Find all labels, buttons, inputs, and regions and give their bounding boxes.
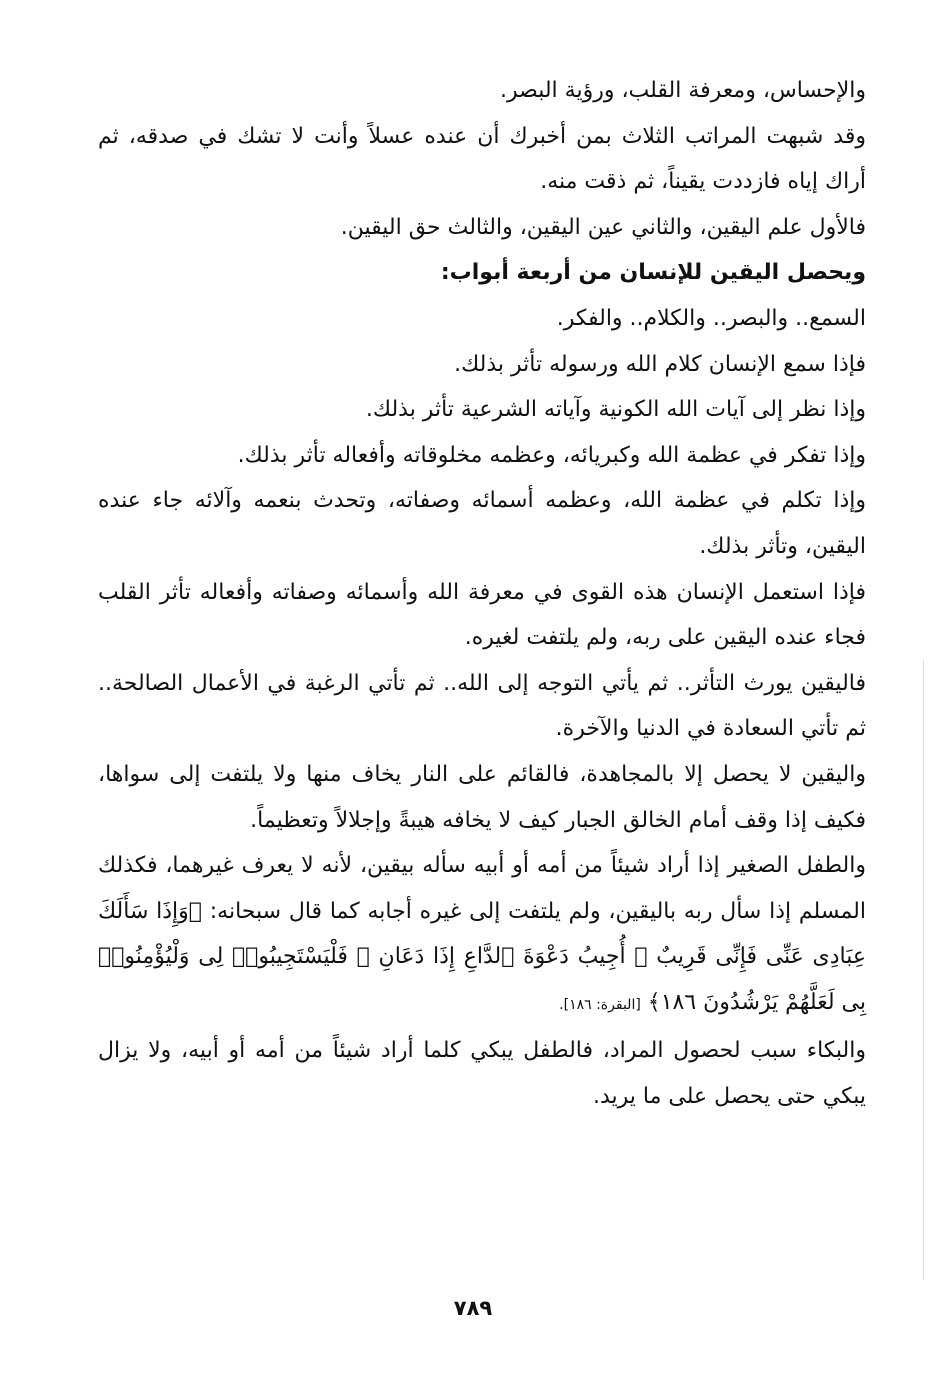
- paragraph-hearing: فإذا سمع الإنسان كلام الله ورسوله تأثر بذلك.: [454, 351, 866, 377]
- paragraph-child-asking: [98, 843, 866, 1028]
- paragraph-speaking: وإذا تكلم في عظمة الله، وعظمه أسمائه وصفاته، وتحدث بنعمه وآلائه جاء عنده اليقين، وتأثر بذلك.: [98, 488, 866, 559]
- paragraph-crying: والبكاء سبب لحصول المراد، فالطفل يبكي كلما أراد شيئاً من أمه أو أبيه، ولا يزال يبكي حتى يحصل على ما يريد.: [98, 1038, 866, 1110]
- page-body-text: [98, 68, 866, 1120]
- section-heading: ويحصل اليقين للإنسان من أربعة أبواب:: [440, 260, 866, 286]
- quran-verse: وَإِذَا سَأَلَكَ عِبَادِى عَنِّى فَإِنِّى قَرِيبٌ ۖ أُجِيبُ دَعْوَةَ ٱلدَّاعِ إِذَا دَعَانِ ۖ فَلْيَسْتَجِيبُوا۟ لِى وَلْيُؤْمِنُوا۟ بِى لَعَلَّهُمْ يَرْشُدُونَ ١٨٦: [98, 898, 866, 1015]
- paragraph-senses: والإحساس، ومعرفة القلب، ورؤية البصر.: [500, 78, 866, 103]
- scan-edge-line: [923, 660, 924, 1280]
- child-paragraph-text: والطفل الصغير إذا أراد شيئاً من أمه أو أبيه سأله بيقين، لأنه لا يعرف غيرهما، فكذلك المسلم إذا سأل ربه باليقين، ولم يلتفت إلى غيره أجابه كما قال سبحانه:: [98, 853, 866, 924]
- paragraph-honey-analogy: وقد شبهت المراتب الثلاث بمن أخبرك أن عنده عسلاً وأنت لا تشك في صدقه، ثم أراك إياه فازددت يقيناً، ثم ذقت منه.: [98, 123, 866, 195]
- paragraph-certainty-effects: فاليقين يورث التأثر.. ثم يأتي التوجه إلى الله.. ثم تأتي الرغبة في الأعمال الصالحة.. ثم تأتي السعادة في الدنيا والآخرة.: [98, 670, 866, 742]
- verse-close-bracket: ﴾: [647, 989, 661, 1015]
- page-number: ٧٨٩: [453, 1296, 493, 1320]
- paragraph-using-faculties: فإذا استعمل الإنسان هذه القوى في معرفة الله وأسمائه وصفاته وأفعاله تأثر القلب فجاء عنده اليقين على ربه، ولم يلتفت لغيره.: [98, 579, 866, 651]
- verse-reference: [البقرة: ١٨٦].: [559, 996, 641, 1013]
- paragraph-three-levels: فالأول علم اليقين، والثاني عين اليقين، والثالث حق اليقين.: [340, 214, 866, 240]
- verse-open-bracket: ﴿: [188, 898, 202, 924]
- paragraph-striving: واليقين لا يحصل إلا بالمجاهدة، فالقائم على النار يخاف منها ولا يلتفت إلى سواها، فكيف إذا وقف أمام الخالق الجبار كيف لا يخافه هيبةً وإجلالاً وتعظيماً.: [98, 761, 866, 833]
- paragraph-seeing: وإذا نظر إلى آيات الله الكونية وآياته الشرعية تأثر بذلك.: [365, 397, 866, 423]
- paragraph-four-gates: السمع.. والبصر.. والكلام.. والفكر.: [556, 305, 866, 331]
- paragraph-thinking: وإذا تفكر في عظمة الله وكبريائه، وعظمه مخلوقاته وأفعاله تأثر بذلك.: [237, 442, 866, 468]
